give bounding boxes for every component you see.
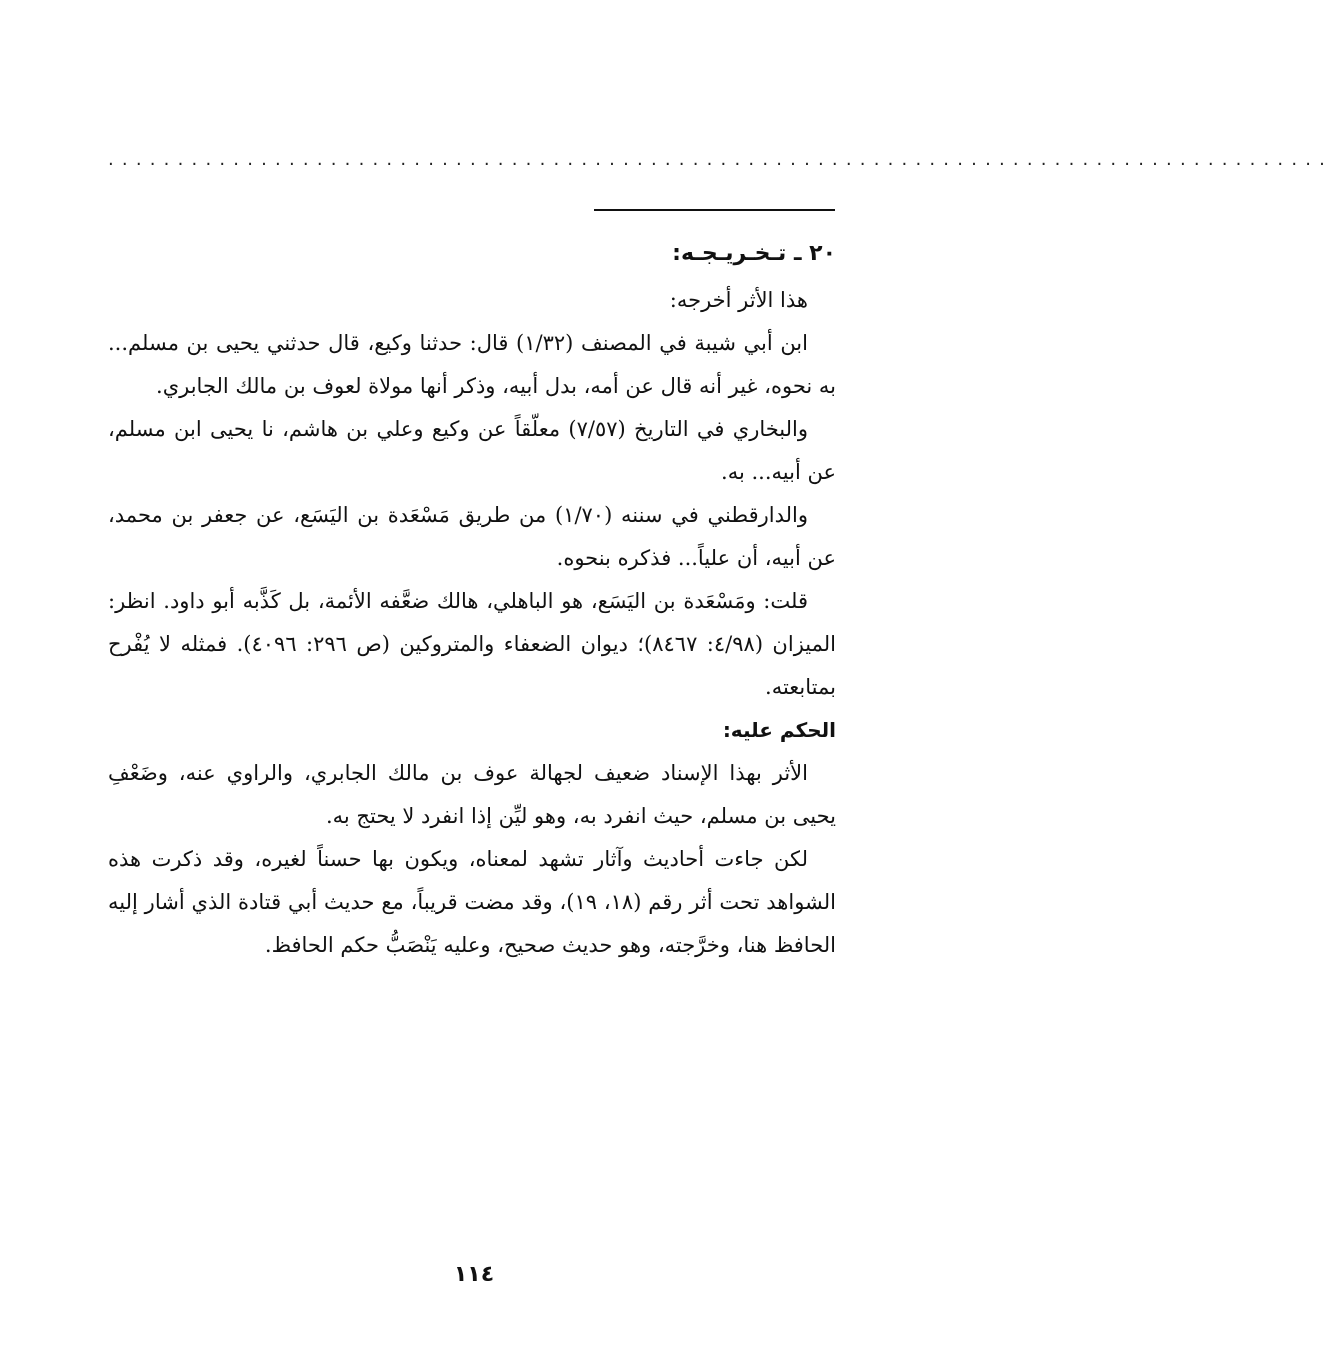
page-number: ١١٤ bbox=[453, 1262, 495, 1287]
paragraph-ruling-weak: الأثر بهذا الإسناد ضعيف لجهالة عوف بن مالك الجابري، والراوي عنه، وضَعْفِ يحيى بن مسلم، حيث انفرد به، وهو ليِّن إذا انفرد لا يحتج به. bbox=[108, 761, 836, 828]
paragraph-bukhari: والبخاري في التاريخ (٧/٥٧) معلّقاً عن وكيع وعلي بن هاشم، نا يحيى ابن مسلم، عن أبيه... به. bbox=[108, 417, 836, 484]
separator-dots: ........................................................................................ bbox=[108, 149, 1333, 170]
page-body bbox=[108, 232, 836, 967]
ruling-heading: الحكم عليه: bbox=[722, 718, 836, 742]
section-rule bbox=[594, 209, 835, 211]
intro-line: هذا الأثر أخرجه: bbox=[669, 288, 808, 312]
paragraph-note: قلت: ومَسْعَدة بن اليَسَع، هو الباهلي، هالك ضعَّفه الأئمة، بل كَذَّبه أبو داود. انظر: الميزان (٤/٩٨: ٨٤٦٧)؛ ديوان الضعفاء والمتروكين (ص ٢٩٦: ٤٠٩٦). فمثله لا يُفْرح بمتابعته. bbox=[108, 589, 836, 699]
section-heading: ٢٠ ـ تـخـريـجـه: bbox=[672, 241, 836, 266]
paragraph-ibn-abi-shaybah: ابن أبي شيبة في المصنف (١/٣٢) قال: حدثنا وكيع، قال حدثني يحيى بن مسلم... به نحوه، غير أنه قال عن أمه، بدل أبيه، وذكر أنها مولاة لعوف بن مالك الجابري. bbox=[108, 331, 836, 398]
paragraph-ruling-supporting: لكن جاءت أحاديث وآثار تشهد لمعناه، ويكون بها حسناً لغيره، وقد ذكرت هذه الشواهد تحت أثر رقم (١٨، ١٩)، وقد مضت قريباً، مع حديث أبي قتادة الذي أشار إليه الحافظ هنا، وخرَّجته، وهو حديث صحيح، وعليه يَنْصَبُّ حكم الحافظ. bbox=[108, 847, 837, 957]
paragraph-daraqutni: والدارقطني في سننه (١/٧٠) من طريق مَسْعَدة بن اليَسَع، عن جعفر بن محمد، عن أبيه، أن علياً... فذكره بنحوه. bbox=[108, 503, 836, 570]
